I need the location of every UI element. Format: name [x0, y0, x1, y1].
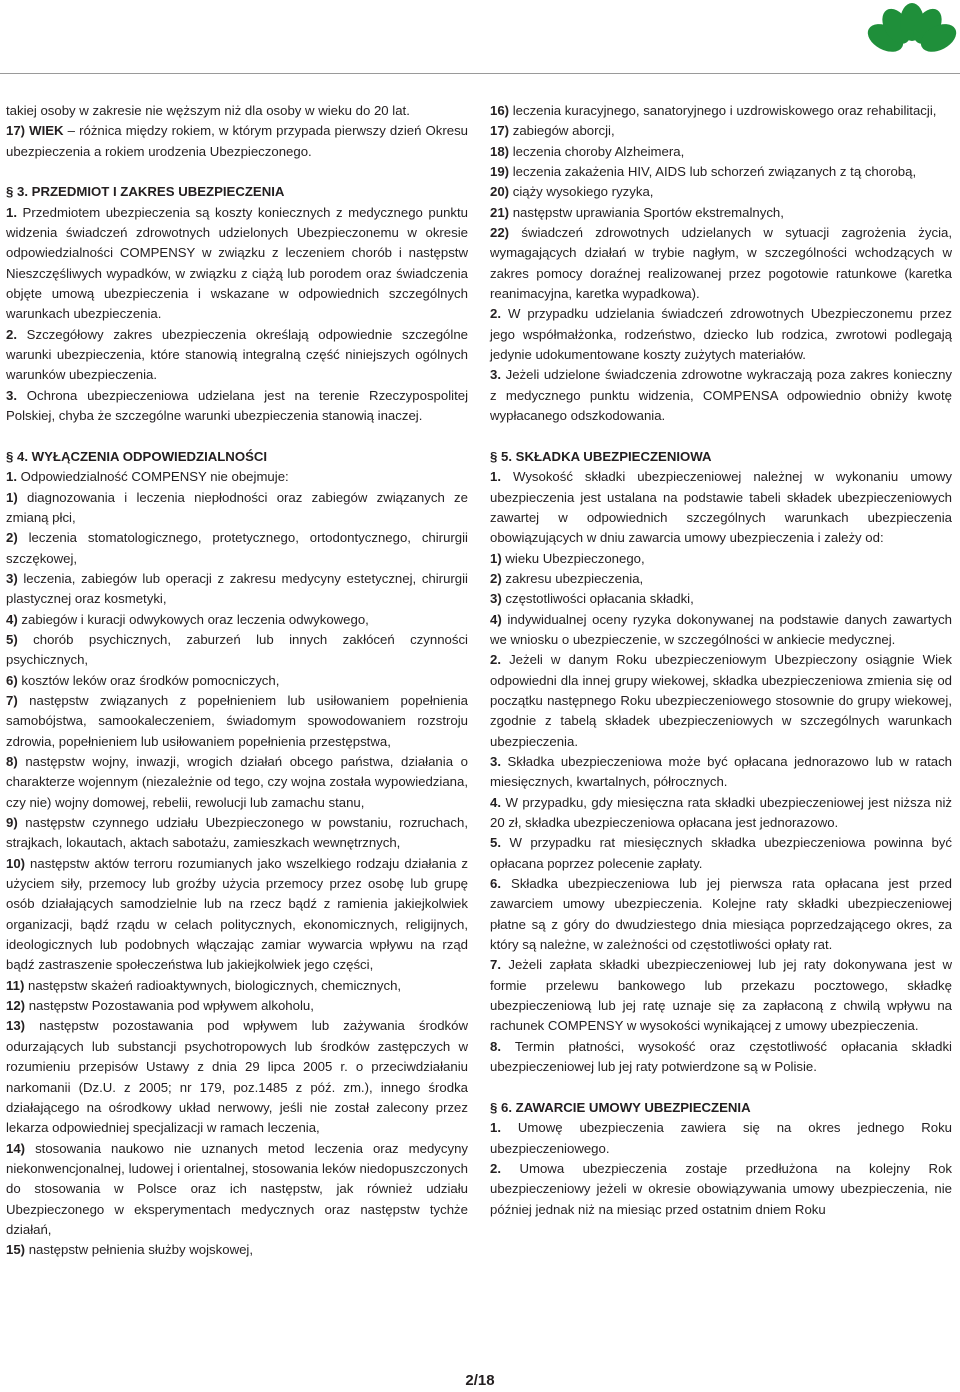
item-number: 5.	[490, 835, 501, 851]
item-number: 2.	[6, 326, 17, 342]
item-number: 8)	[6, 754, 18, 769]
item-text: Składka ubezpieczeniowa lub jej pierwsza rata opłacana jest przed zawarciem umowy ubezpieczenia. Kolejne raty składki ubezpieczeniowej płatne są z góry do dwudziestego dnia miesiąca poprzedzającego okres, za który są należne, w zależności od częstotliwości opłaty rat.	[490, 876, 952, 953]
item-number: 4)	[6, 611, 18, 627]
paragraph	[490, 467, 952, 548]
paragraph	[490, 650, 952, 752]
item-number: 14)	[6, 1140, 26, 1156]
item-number: 1.	[6, 469, 17, 485]
item-text: następstw wojny, inwazji, wrogich działań obcego państwa, działania o charakterze wojennym (niezależnie od tego, czy wojna została wypowiedziana, czy nie) wojny domowej, rebelii, rewolucji lub zamachu stanu,	[6, 754, 468, 810]
item-text: leczenia zakażenia HIV, AIDS lub schorzeń związanych z tą chorobą,	[509, 164, 917, 180]
item-text: leczenia kuracyjnego, sanatoryjnego i uzdrowiskowego oraz rehabilitacji,	[509, 103, 937, 118]
item-number: 1.	[490, 1120, 501, 1136]
paragraph	[6, 1016, 468, 1138]
left-column	[6, 101, 468, 1261]
paragraph	[490, 874, 952, 955]
item-number: 3)	[6, 570, 18, 586]
item-text: Umowę ubezpieczenia zawiera się na okres jednego Roku ubezpieczeniowego.	[490, 1120, 952, 1156]
item-text: Składka ubezpieczeniowa może być opłacana jednorazowo lub w ratach miesięcznych, kwartalnych, półrocznych.	[490, 754, 952, 790]
paragraph	[490, 569, 952, 589]
paragraph	[490, 589, 952, 609]
item-number: 3)	[490, 591, 502, 607]
item-number: 3.	[6, 387, 17, 403]
item-text: Jeżeli w danym Roku ubezpieczeniowym Ubezpieczony osiągnie Wiek odpowiedni dla innej grupy wiekowej, składka ubezpieczeniowa zmienia się od początku następnego Roku ubezpieczeniowego stosownie do grupy wiekowej, zgodnie z tabelą składek ubezpieczeniowych w szczególnych warunkach ubezpieczenia.	[490, 652, 952, 749]
item-number: 18)	[490, 143, 510, 159]
item-text: następstw uprawiania Sportów ekstremalnych,	[509, 204, 784, 220]
item-number: 1)	[490, 550, 502, 566]
paragraph	[490, 223, 952, 304]
paragraph	[6, 1139, 468, 1241]
paragraph	[490, 549, 952, 569]
paragraph	[6, 386, 468, 427]
item-text: chorób psychicznych, zaburzeń lub innych zakłóceń czynności psychicznych,	[6, 631, 468, 668]
item-number: 6.	[490, 876, 501, 892]
item-number: 16)	[490, 103, 510, 118]
item-number: 20)	[490, 184, 510, 200]
item-text: diagnozowania i leczenia niepłodności oraz zabiegów związanych ze zmianą płci,	[6, 489, 468, 525]
item-number: 2)	[490, 570, 502, 586]
item-text: częstotliwości opłacania składki,	[501, 591, 694, 607]
paragraph	[6, 569, 468, 610]
item-text: kosztów leków oraz środków pomocniczych,	[17, 672, 280, 688]
item-text: stosowania naukowo nie uznanych metod leczenia oraz medycyny niekonwencjonalnej, ludowej i orientalnej, stosowania leków niedopuszczonych do stosowania w Polsce oraz ich następstw, jak również udziału Ubezpieczonego w eksperymentach medycznych oraz następstw tychże działań,	[6, 1140, 468, 1237]
section-heading: § 6. ZAWARCIE UMOWY UBEZPIECZENIA	[490, 1099, 751, 1115]
item-number: 1.	[6, 204, 17, 220]
paragraph	[490, 1159, 952, 1220]
paragraph	[490, 304, 952, 365]
item-number: 3.	[490, 367, 501, 383]
section-heading: § 4. WYŁĄCZENIA ODPOWIEDZIALNOŚCI	[6, 448, 268, 464]
item-number: 17) WIEK	[6, 123, 64, 139]
paragraph	[6, 610, 468, 630]
item-number: 3.	[490, 754, 501, 769]
paragraph	[490, 365, 952, 426]
paragraph	[490, 1037, 952, 1078]
item-text: zabiegów aborcji,	[509, 123, 615, 139]
right-column	[490, 101, 952, 1220]
item-number: 2.	[490, 1160, 501, 1176]
item-text: następstw związanych z popełnieniem lub usiłowaniem popełnienia samobójstwa, samookaleczeniem, świadomym spowodowaniem rozstroju zdrowia, popełnieniem lub usiłowaniem popełnienia przestępstwa,	[6, 692, 468, 749]
paragraph	[6, 813, 468, 854]
header-divider	[0, 73, 960, 74]
item-text: – różnica między rokiem, w którym przypada pierwszy dzień Okresu ubezpieczenia a rokiem urodzenia Ubezpieczonego.	[6, 123, 469, 159]
item-number: 2.	[490, 652, 501, 668]
item-text: W przypadku rat miesięcznych składka ubezpieczeniowa powinna być opłacana poprzez polecenie zapłaty.	[490, 835, 952, 871]
item-text: Szczegółowy zakres ubezpieczenia określają odpowiednie szczególne warunki ubezpieczenia, które stanowią integralną część niniejszych ogólnych warunków ubezpieczenia.	[6, 326, 468, 383]
item-number: 2)	[6, 530, 18, 546]
item-text: wieku Ubezpieczonego,	[501, 550, 645, 566]
item-number: 12)	[6, 998, 26, 1014]
paragraph	[490, 610, 952, 651]
item-text: takiej osoby w zakresie nie węższym niż dla osoby w wieku do 20 lat.	[6, 103, 410, 118]
paragraph	[490, 203, 952, 223]
paragraph	[490, 752, 952, 793]
item-text: następstw czynnego udziału Ubezpieczonego w powstaniu, rozruchach, strajkach, lokautach, aktach sabotażu, zamieszkach wewnętrznych,	[6, 815, 468, 851]
paragraph	[490, 833, 952, 874]
item-text: Przedmiotem ubezpieczenia są koszty koniecznych z medycznego punktu widzenia świadczeń zdrowotnych udzielonych Ubezpieczonemu w okresie odpowiedzialności COMPENSY w związku z leczeniem chorób i następstw Nieszczęśliwych wypadków, w związku z ciążą lub porodem oraz świadczenia objęte umową ubezpieczenia i wskazane w odpowiednich szczególnych warunkach ubezpieczenia.	[6, 204, 468, 322]
paragraph	[6, 467, 468, 487]
item-text: zabiegów i kuracji odwykowych oraz leczenia odwykowego,	[17, 611, 369, 627]
item-number: 8.	[490, 1038, 501, 1054]
item-text: Termin płatności, wysokość oraz częstotliwość opłacania składki ubezpieczeniowej lub jej raty potwierdzone są w Polisie.	[490, 1038, 952, 1075]
item-text: Umowa ubezpieczenia zostaje przedłużona na kolejny Rok ubezpieczeniowy jeżeli w okresie obowiązywania umowy ubezpieczenia, nie później jednak niż na miesiąc przed ostatnim dniem Roku	[490, 1160, 952, 1217]
paragraph	[490, 1118, 952, 1159]
paragraph	[6, 203, 468, 325]
paragraph	[6, 101, 468, 121]
item-number: 5)	[6, 631, 18, 647]
item-number: 6)	[6, 672, 18, 688]
item-text: W przypadku, gdy miesięczna rata składki ubezpieczeniowej jest niższa niż 20 zł, składka ubezpieczeniowa opłacana jest jednorazowo.	[490, 794, 952, 831]
paragraph	[490, 121, 952, 141]
item-number: 13)	[6, 1018, 26, 1034]
item-text: ciąży wysokiego ryzyka,	[509, 184, 654, 200]
paragraph	[6, 854, 468, 976]
paragraph	[6, 488, 468, 529]
paragraph	[490, 793, 952, 834]
item-text: leczenia stomatologicznego, protetycznego, ortodontycznego, chirurgii szczękowej,	[6, 530, 468, 566]
item-text: indywidualnej oceny ryzyka dokonywanej na podstawie danych zawartych we wniosku o ubezpieczenie, w szczególności w ankiecie medycznej.	[490, 611, 952, 647]
item-text: Wysokość składki ubezpieczeniowej należnej w wykonaniu umowy ubezpieczenia jest ustalana na podstawie tabeli składek ubezpieczeniowych zawartej w odpowiednich szczególnych warunkach ubezpieczenia obowiązujących w dniu zawarcia umowy ubezpieczenia i zależy od:	[490, 469, 952, 546]
leaf-fan-logo-icon	[864, 0, 960, 56]
section-heading: § 3. PRZEDMIOT I ZAKRES UBEZPIECZENIA	[6, 184, 285, 200]
item-number: 11)	[6, 977, 25, 993]
item-text: zakresu ubezpieczenia,	[501, 570, 644, 586]
item-text: Odpowiedzialność COMPENSY nie obejmuje:	[17, 469, 289, 485]
item-number: 22)	[490, 225, 510, 241]
paragraph	[490, 955, 952, 1036]
item-number: 7)	[6, 692, 18, 708]
item-number: 4)	[490, 611, 502, 627]
item-text: Jeżeli zapłata składki ubezpieczeniowej lub jej raty dokonywana jest w formie przelewu bankowego lub przekazu pocztowego, składkę ubezpieczeniową lub jej ratę uznaje się za zapłaconą z chwilą wpływu na rachunek COMPENSY w wysokości wynikającej z umowy ubezpieczenia.	[490, 957, 952, 1034]
paragraph	[6, 325, 468, 386]
item-text: leczenia choroby Alzheimera,	[509, 143, 685, 159]
item-text: następstw pełnienia służby wojskowej,	[25, 1242, 254, 1258]
paragraph	[490, 182, 952, 202]
item-number: 15)	[6, 1242, 26, 1258]
item-text: leczenia, zabiegów lub operacji z zakresu medycyny estetycznej, chirurgii plastycznej oraz kosmetyki,	[6, 570, 468, 607]
paragraph	[6, 752, 468, 813]
item-number: 2.	[490, 306, 501, 322]
item-text: Jeżeli udzielone świadczenia zdrowotne wykraczają poza zakres konieczny z medycznego punktu widzenia, COMPENSA odpowiednio obniży kwotę wypłacanego odszkodowania.	[490, 367, 952, 424]
item-number: 17)	[490, 123, 510, 139]
paragraph	[6, 630, 468, 671]
item-text: W przypadku udzielania świadczeń zdrowotnych Ubezpieczonemu przez jego współmałżonka, rodzeństwo, dziecko lub rodzica, zwrotowi podlegają jedynie udokumentowane koszty zużytych materiałów.	[490, 306, 952, 363]
item-number: 9)	[6, 815, 18, 831]
item-text: Ochrona ubezpieczeniowa udzielana jest na terenie Rzeczypospolitej Polskiej, chyba że szczególne warunki ubezpieczenia stanowią inaczej.	[6, 387, 468, 424]
paragraph	[6, 691, 468, 752]
item-number: 19)	[490, 164, 510, 180]
paragraph	[490, 162, 952, 182]
paragraph	[6, 121, 468, 162]
item-text: następstw skażeń radioaktywnych, biologicznych, chemicznych,	[24, 977, 402, 993]
item-number: 4.	[490, 794, 501, 810]
item-number: 1.	[490, 469, 501, 485]
paragraph	[6, 1240, 468, 1260]
item-text: następstw aktów terroru rozumianych jako wszelkiego rodzaju działania z użyciem siły, przemocy lub groźby użycia przemocy przez osobę lub grupę osób działających samodzielnie lub na rzecz bądź z ramienia jakiejkolwiek organizacji, bądź rządu w celach politycznych, ekonomicznych, religijnych, ideologicznych lub podobnych włączając zamiar wywarcia wpływu na rząd bądź zastraszenie społeczeństwa lub jakiejkolwiek jego części,	[6, 855, 468, 973]
paragraph	[6, 528, 468, 569]
item-text: świadczeń zdrowotnych udzielanych w sytuacji zagrożenia życia, wymagających działań w trybie nagłym, w szczególności wchodzących w zakres pomocy doraźnej realizowanej przez pogotowie ratunkowe (karetka reanimacyjna, karetka wypadkowa).	[490, 225, 952, 302]
item-text: następstw pozostawania pod wpływem lub zażywania środków odurzających lub substancji psychotropowych lub środków zastępczych w rozumieniu przepisów Ustawy z dnia 29 lipca 2005 r. o przeciwdziałaniu narkomanii (Dz.U. z 2005; nr 179, poz.1485 z póź. zm.), innego środka działającego na ośrodkowy układ nerwowy, jeśli nie został zalecony przez lekarza odpowiedniej specjalizacji w ramach leczenia,	[6, 1018, 468, 1136]
page-number: 2/18	[465, 1372, 495, 1389]
paragraph	[6, 976, 468, 996]
paragraph	[6, 996, 468, 1016]
item-number: 10)	[6, 855, 26, 871]
item-number: 21)	[490, 204, 510, 220]
section-heading: § 5. SKŁADKA UBEZPIECZENIOWA	[490, 448, 712, 464]
item-text: następstw Pozostawania pod wpływem alkoholu,	[25, 998, 314, 1014]
item-number: 1)	[6, 489, 18, 505]
paragraph	[490, 142, 952, 162]
item-number: 7.	[490, 957, 501, 973]
paragraph	[6, 671, 468, 691]
paragraph	[490, 101, 952, 121]
